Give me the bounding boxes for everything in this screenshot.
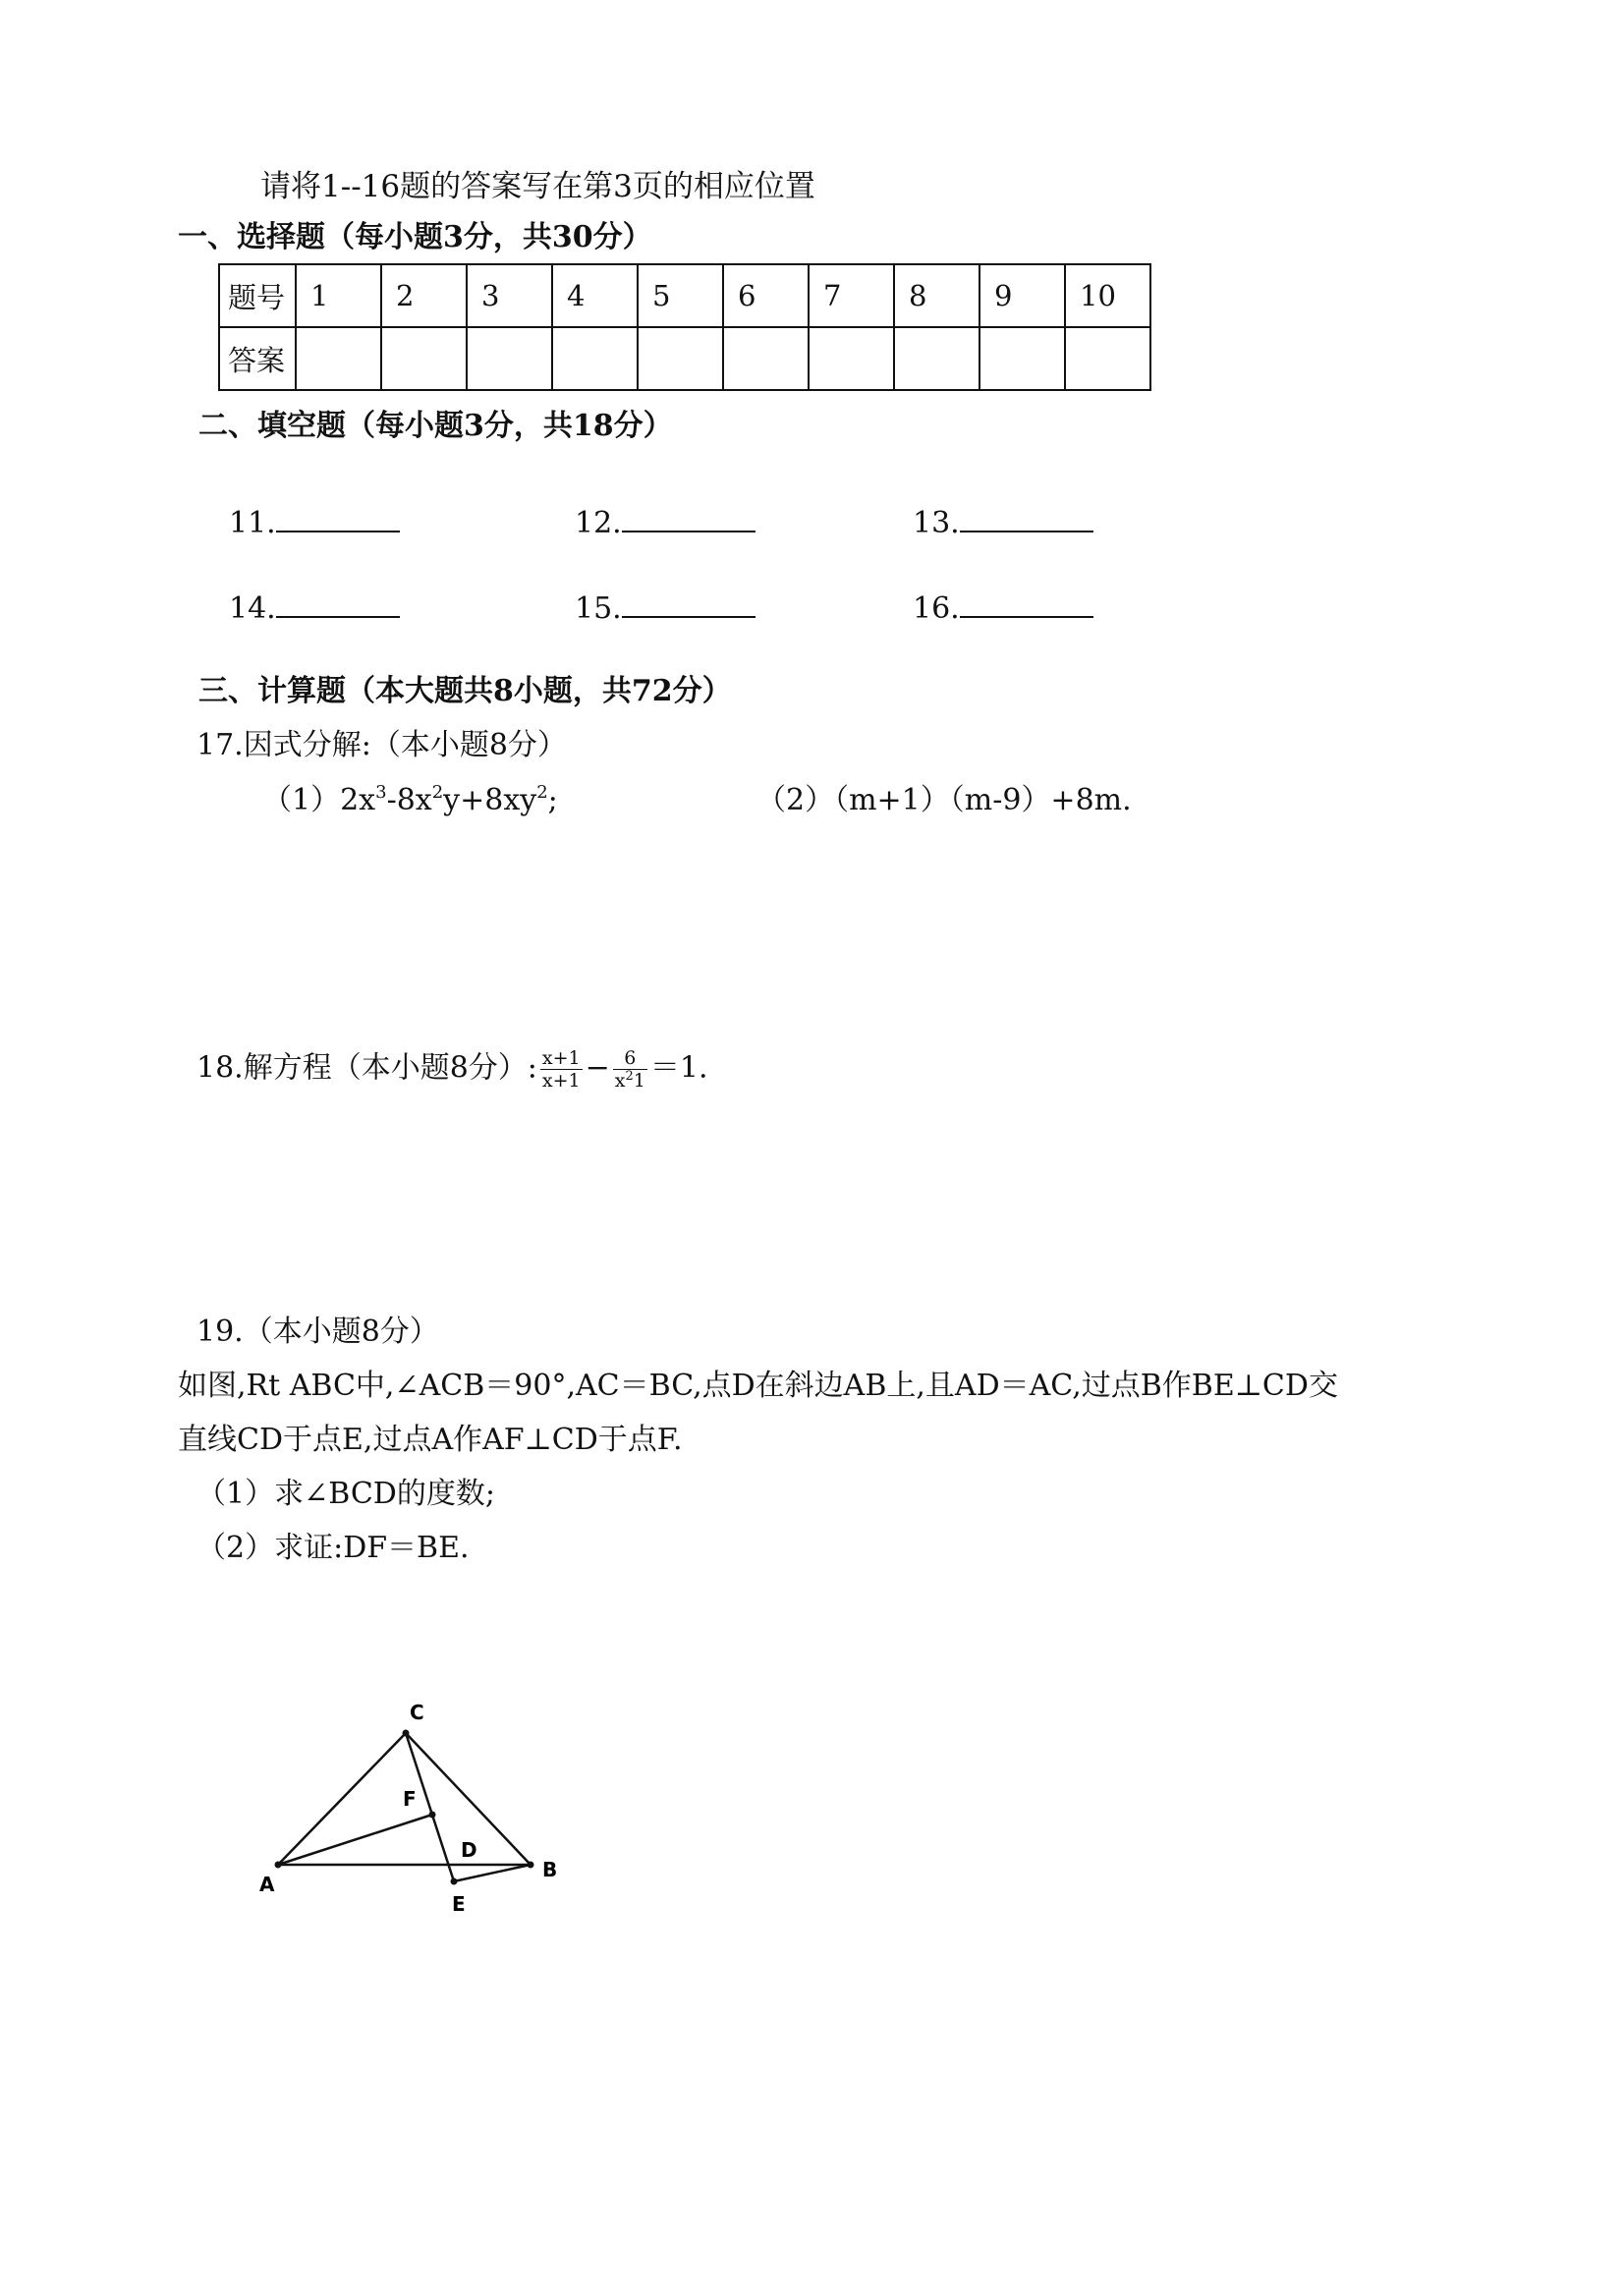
answer-cell[interactable] [1065,327,1150,390]
question-number-cell: 5 [638,264,723,327]
section2-title: 二、填空题（每小题3分，共18分） [198,409,673,443]
q17-part2: （2）（m+1）（m-9）+8m. [756,783,1132,817]
expr-term: ; [547,783,558,817]
question-number-cell: 4 [552,264,638,327]
label-f: F [403,1787,417,1811]
equation-rhs: ＝1. [649,1050,708,1086]
fraction-denominator [613,1070,647,1092]
fraction-numerator: 6 [613,1047,647,1070]
triangle-figure [246,1690,580,1916]
point-b [528,1862,534,1869]
expr-term: x [614,1070,626,1092]
section3-title: 三、计算题（本大题共8小题，共72分） [198,674,732,708]
exponent: 2 [431,782,444,803]
row-label-number: 题号 [219,264,296,327]
label-c: C [410,1701,424,1724]
blank-line [622,587,756,618]
fraction-denominator: x+1 [541,1070,581,1092]
answer-cell[interactable] [979,327,1065,390]
blank-line [276,587,400,618]
point-f [429,1812,436,1819]
answer-grid-table [218,263,1151,391]
blank-label: 12. [575,506,622,540]
answer-cell[interactable] [467,327,552,390]
q19-line1: 如图,Rt ABC中,∠ACB＝90°,AC＝BC,点D在斜边AB上,且AD＝AC,过点B作BE⊥CD交 [178,1369,1338,1403]
fraction-2 [613,1047,647,1092]
question-number-cell: 10 [1065,264,1150,327]
expr-term: y+8xy [443,783,537,817]
blank-13[interactable] [913,501,1093,541]
q19-part1: （1）求∠BCD的度数; [196,1477,495,1511]
blank-line [276,501,400,532]
minus-sign: − [585,1050,610,1086]
expr-term: -8x [386,783,432,817]
question-number-cell: 3 [467,264,552,327]
q17-stem: 17.因式分解:（本小题8分） [196,728,567,762]
blank-label: 13. [913,506,960,540]
blank-14[interactable] [229,587,400,627]
q19-stem: 19.（本小题8分） [196,1315,439,1349]
blank-label: 14. [229,591,276,626]
blank-label: 16. [913,591,960,626]
row-label-answer: 答案 [219,327,296,390]
question-number-cell: 7 [809,264,894,327]
instruction-text: 请将1--16题的答案写在第3页的相应位置 [260,169,815,204]
exponent: 2 [536,782,548,803]
blank-12[interactable] [575,501,756,541]
label-a: A [259,1873,275,1896]
answer-cell[interactable] [723,327,809,390]
fraction-1 [540,1047,583,1092]
answer-cell[interactable] [894,327,979,390]
exponent: 2 [625,1069,634,1084]
q17-part1 [262,783,558,818]
fraction-numerator: x+1 [541,1047,581,1069]
answer-grid-number-row [219,264,1150,327]
answer-cell[interactable] [552,327,638,390]
blank-line [960,587,1093,618]
q19-line2: 直线CD于点E,过点A作AF⊥CD于点F. [178,1423,683,1457]
blank-label: 15. [575,591,622,626]
blank-line [960,501,1093,532]
blank-11[interactable] [229,501,400,541]
point-a [275,1862,282,1869]
expr-term: 1 [633,1070,645,1092]
q18-equation [196,1047,708,1092]
question-number-cell: 2 [381,264,467,327]
answer-grid-answer-row [219,327,1150,390]
label-d: D [461,1838,477,1862]
question-number-cell: 8 [894,264,979,327]
point-e [451,1878,458,1885]
section1-title: 一、选择题（每小题3分，共30分） [178,220,652,254]
question-number-cell: 1 [296,264,381,327]
label-e: E [452,1892,466,1916]
q17-part1-label: （1） [262,783,341,817]
q19-part2: （2）求证:DF＝BE. [196,1531,470,1565]
answer-cell[interactable] [809,327,894,390]
exponent: 3 [375,782,387,803]
label-b: B [542,1858,558,1881]
blank-line [622,501,756,532]
expr-term: 2x [340,783,376,817]
blank-15[interactable] [575,587,756,627]
blank-label: 11. [229,506,276,540]
question-number-cell: 9 [979,264,1065,327]
point-c [403,1730,410,1737]
segment-eb [454,1865,531,1881]
answer-cell[interactable] [296,327,381,390]
blank-16[interactable] [913,587,1093,627]
q18-stem: 18.解方程（本小题8分）: [196,1050,537,1086]
answer-cell[interactable] [381,327,467,390]
question-number-cell: 6 [723,264,809,327]
answer-cell[interactable] [638,327,723,390]
